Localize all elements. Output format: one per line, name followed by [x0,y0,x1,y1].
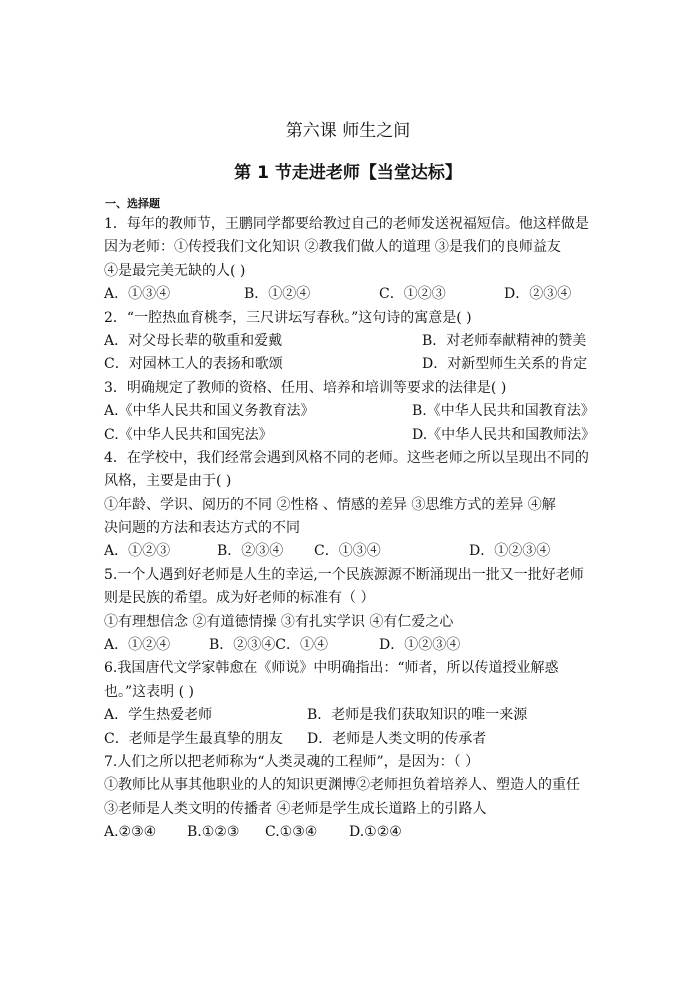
question-stem-line: 风格，主要是由于( ) [104,473,232,490]
answer-option: A．①②④ [104,637,171,654]
question-stem-line: 也。”这表明 ( ) [104,683,194,700]
answer-option: D.①②④ [349,824,402,841]
answer-option: D．①②③④ [379,637,461,654]
section-title: 第 1 节走进老师【当堂达标】 [234,163,462,183]
question-stem-line: ①教师比从事其他职业的人的知识更渊博②老师担负着培养人、塑造人的重任 [104,777,580,794]
question-stem-line: 4．在学校中，我们经常会遇到风格不同的老师。这些老师之所以呈现出不同的 [104,449,589,466]
answer-option: D．对新型师生关系的肯定 [422,356,588,373]
answer-option: D．②③④ [504,286,572,303]
options-row [104,540,604,563]
answer-option: C．①③④ [314,543,381,560]
question-stem-line: 1．每年的教师节，王鹏同学都要给教过自己的老师发送祝福短信。他这样做是 [104,216,589,232]
answer-option: C．①②③ [379,286,446,303]
answer-option: B．对老师奉献精神的赞美 [422,332,587,349]
question-stem-line: 因为老师：①传授我们文化知识 ②教我们做人的道理 ③是我们的良师益友 [104,239,561,256]
question-stem-line: ①有理想信念 ②有道德情操 ③有扎实学识 ④有仁爱之心 [104,613,454,630]
question-stem-line: 2．“一腔热血育桃李，三尺讲坛写春秋。”这句诗的寓意是( ) [104,309,472,326]
answer-option: D．①②③④ [469,543,551,560]
options-row [104,400,604,423]
answer-option: A．①③④ [104,286,171,303]
options-row [104,330,604,353]
answer-option: C．老师是学生最真挚的朋友 [104,730,283,747]
question-stem-line: 决问题的方法和表达方式的不同 [104,520,300,537]
answer-option: D.《中华人民共和国教师法》 [412,426,596,443]
options-row [104,704,604,727]
question-stem-line: 则是民族的希望。成为好老师的标准有（ ） [104,590,375,607]
lesson-title: 第六课 师生之间 [285,121,411,141]
options-row [104,821,604,844]
question-stem-line: 6.我国唐代文学家韩愈在《师说》中明确指出：“师者，所以传道授业解惑 [104,660,559,677]
question-list [104,213,604,845]
question-stem-line: 5.一个人遇到好老师是人生的幸运,一个民族源源不断涌现出一批又一批好老师 [104,566,584,583]
answer-option: B．老师是我们获取知识的唯一来源 [307,707,528,724]
answer-option: B．①②④ [244,286,311,303]
part-heading: 一、选择题 [105,197,160,210]
answer-option: A．学生热爱老师 [104,707,213,724]
answer-option: A.②③④ [104,824,157,841]
options-row [104,424,604,447]
answer-option: A．①②③ [104,543,171,560]
options-row [104,353,604,376]
answer-option: C.《中华人民共和国宪法》 [104,426,273,443]
answer-option: A．对父母长辈的敬重和爱戴 [104,332,283,349]
answer-option: B．②③④C．①④ [209,637,328,654]
answer-option: C．对园林工人的表扬和歌颂 [104,356,283,373]
question-stem-line: 7.人们之所以把老师称为“人类灵魂的工程师”，是因为：（ ） [104,753,480,770]
answer-option: A.《中华人民共和国义务教育法》 [104,403,315,420]
answer-option: B.《中华人民共和国教育法》 [412,403,595,420]
options-row [104,728,604,751]
answer-option: C.①③④ [265,824,318,841]
options-row [104,634,604,657]
question-stem-line: ④是最完美无缺的人( ) [104,262,246,279]
question-stem-line: ③老师是人类文明的传播者 ④老师是学生成长道路上的引路人 [104,800,487,817]
options-row [104,283,604,306]
question-stem-line: 3．明确规定了教师的资格、任用、培养和培训等要求的法律是( ) [104,379,507,396]
answer-option: D．老师是人类文明的传承者 [307,730,487,747]
question-stem-line: ①年龄、学识、阅历的不同 ②性格 、情感的差异 ③思维方式的差异 ④解 [104,496,556,513]
answer-option: B.①②③ [187,824,240,841]
answer-option: B．②③④ [217,543,284,560]
